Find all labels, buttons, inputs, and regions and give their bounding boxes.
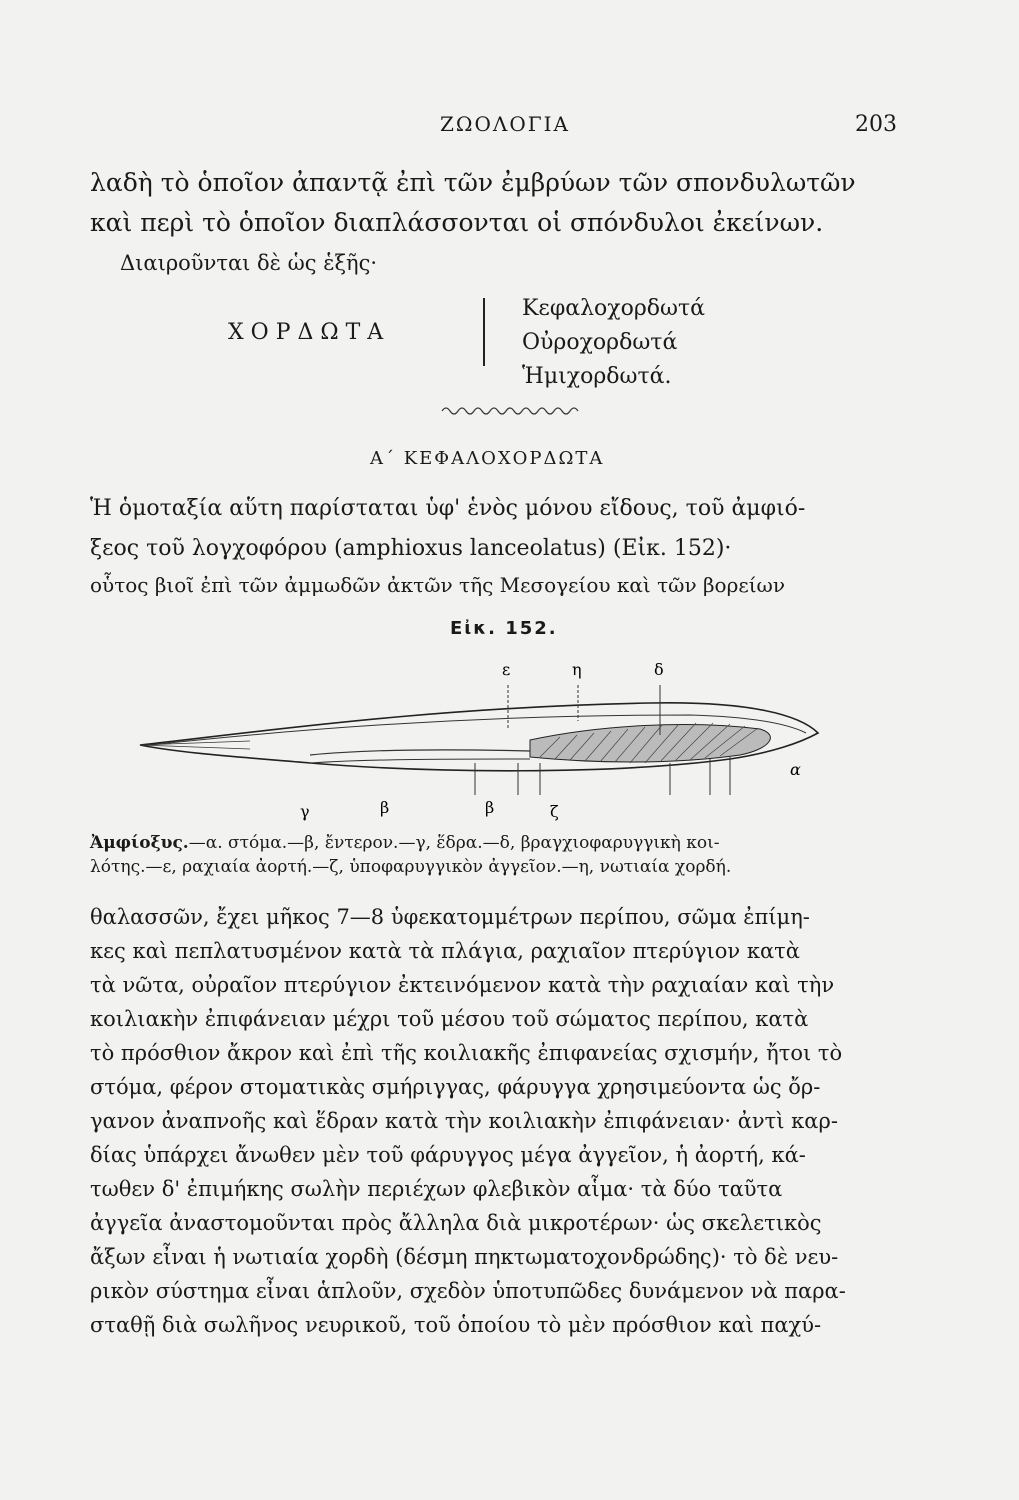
body-line: σταθῇ διὰ σωλῆνος νευρικοῦ, τοῦ ὁποίου τὸ μὲν πρόσθιον καὶ παχύ- [90, 1313, 822, 1337]
figure-letter: α [790, 760, 801, 779]
figure-label: Εἰκ. 152. [450, 618, 558, 639]
section-line-2: ξεος τοῦ λογχοφόρου (amphioxus lanceolatus) (Εἰκ. 152)· [90, 536, 732, 561]
gut-line [310, 759, 530, 763]
body-line: κες καὶ πεπλατυσμένον κατὰ τὰ πλάγια, ραχιαῖον πτερύγιον κατὰ [90, 939, 800, 963]
body-line: θαλασσῶν, ἔχει μῆκος 7—8 ὑφεκατομμέτρων περίπου, σῶμα ἐπίμη- [90, 905, 810, 929]
figure-letter: ζ [550, 802, 559, 821]
intro-line-2: καὶ περὶ τὸ ὁποῖον διαπλάσσονται οἱ σπόνδυλοι ἐκείνων. [90, 208, 824, 237]
figure-letter: ε [502, 660, 511, 679]
body-line: ἄξων εἶναι ἡ νωτιαία χορδὴ (δέσμη πηκτωματοχονδρώδης)· τὸ δὲ νευ- [90, 1245, 839, 1269]
pharynx-region [530, 725, 770, 762]
figure-letter: γ [300, 802, 310, 821]
body-line: κοιλιακὴν ἐπιφάνειαν μέχρι τοῦ μέσου τοῦ σώματος περίπου, κατὰ [90, 1007, 809, 1031]
intro-line-3: Διαιροῦνται δὲ ὡς ἑξῆς· [120, 251, 378, 275]
body-line: ἀγγεῖα ἀναστομοῦνται πρὸς ἄλληλα διὰ μικροτέρων· ὡς σκελετικὸς [90, 1211, 822, 1235]
phylum-label: ΧΟΡΔΩΤΑ [228, 320, 391, 345]
body-line: τωθεν δ' ἐπιμήκης σωλὴν περιέχων φλεβικὸν αἷμα· τὰ δύο ταῦτα [90, 1177, 783, 1201]
figure-letter: δ [654, 660, 664, 679]
body-line: γανον ἀναπνοῆς καὶ ἕδραν κατὰ τὴν κοιλιακὴν ἐπιφάνειαν· ἀντὶ καρ- [90, 1109, 838, 1133]
running-title: ΖΩΟΛΟΓΙΑ [440, 112, 570, 136]
class-list [522, 292, 705, 394]
class-item: Ἡμιχορδωτά. [522, 364, 672, 389]
section-line-1: Ἡ ὁμοταξία αὕτη παρίσταται ὑφ' ἑνὸς μόνου εἴδους, τοῦ ἀμφιό- [90, 496, 806, 521]
section-line-3: οὗτος βιοῖ ἐπὶ τῶν ἀμμωδῶν ἀκτῶν τῆς Μεσογείου καὶ τῶν βορείων [90, 573, 786, 597]
class-item: Οὐροχορδωτά [522, 330, 678, 355]
gut-line [310, 750, 530, 755]
figure-caption-line-1 [90, 832, 910, 854]
caption-rest: —α. στόμα.—β, ἔντερον.—γ, ἕδρα.—δ, βραγχιοφαρυγγικὴ κοι- [188, 833, 720, 853]
body-line: στόμα, φέρον στοματικὰς σμήριγγας, φάρυγγα χρησιμεύοντα ὡς ὄρ- [90, 1075, 821, 1099]
class-item: Κεφαλοχορδωτά [522, 296, 706, 321]
body-line: ρικὸν σύστημα εἶναι ἁπλοῦν, σχεδὸν ὑποτυπῶδες δυνάμενον νὰ παρα- [90, 1279, 846, 1303]
figure-letter: β [485, 798, 495, 817]
intro-line-1: λαδὴ τὸ ὁποῖον ἀπαντᾷ ἐπὶ τῶν ἐμβρύων τῶν σπονδυλωτῶν [90, 168, 856, 197]
figure-letter: η [572, 660, 582, 679]
body-line: τὰ νῶτα, οὐραῖον πτερύγιον ἐκτεινόμενον κατὰ τὴν ραχιαίαν καὶ τὴν [90, 973, 835, 997]
figure-caption-line-2: λότης.—ε, ραχιαία ἀορτή.—ζ, ὑποφαρυγγικὸν ἀγγεῖον.—η, νωτιαία χορδή. [90, 857, 732, 877]
decorative-flourish [440, 404, 580, 418]
classification-brace [483, 298, 488, 366]
running-head [0, 112, 1019, 142]
body-line: δίας ὑπάρχει ἄνωθεν μὲν τοῦ φάρυγγος μέγα ἀγγεῖον, ἡ ἀορτή, κά- [90, 1143, 806, 1167]
page-number: 203 [855, 112, 897, 137]
caption-species: Ἀμφίοξυς. [90, 833, 189, 853]
body-line: τὸ πρόσθιον ἄκρον καὶ ἐπὶ τῆς κοιλιακῆς ἐπιφανείας σχισμήν, ἤτοι τὸ [90, 1041, 843, 1065]
amphioxus-figure [130, 645, 830, 825]
section-heading: Α΄ ΚΕΦΑΛΟΧΟΡΔΩΤΑ [370, 448, 605, 469]
figure-letter: β [380, 798, 390, 817]
